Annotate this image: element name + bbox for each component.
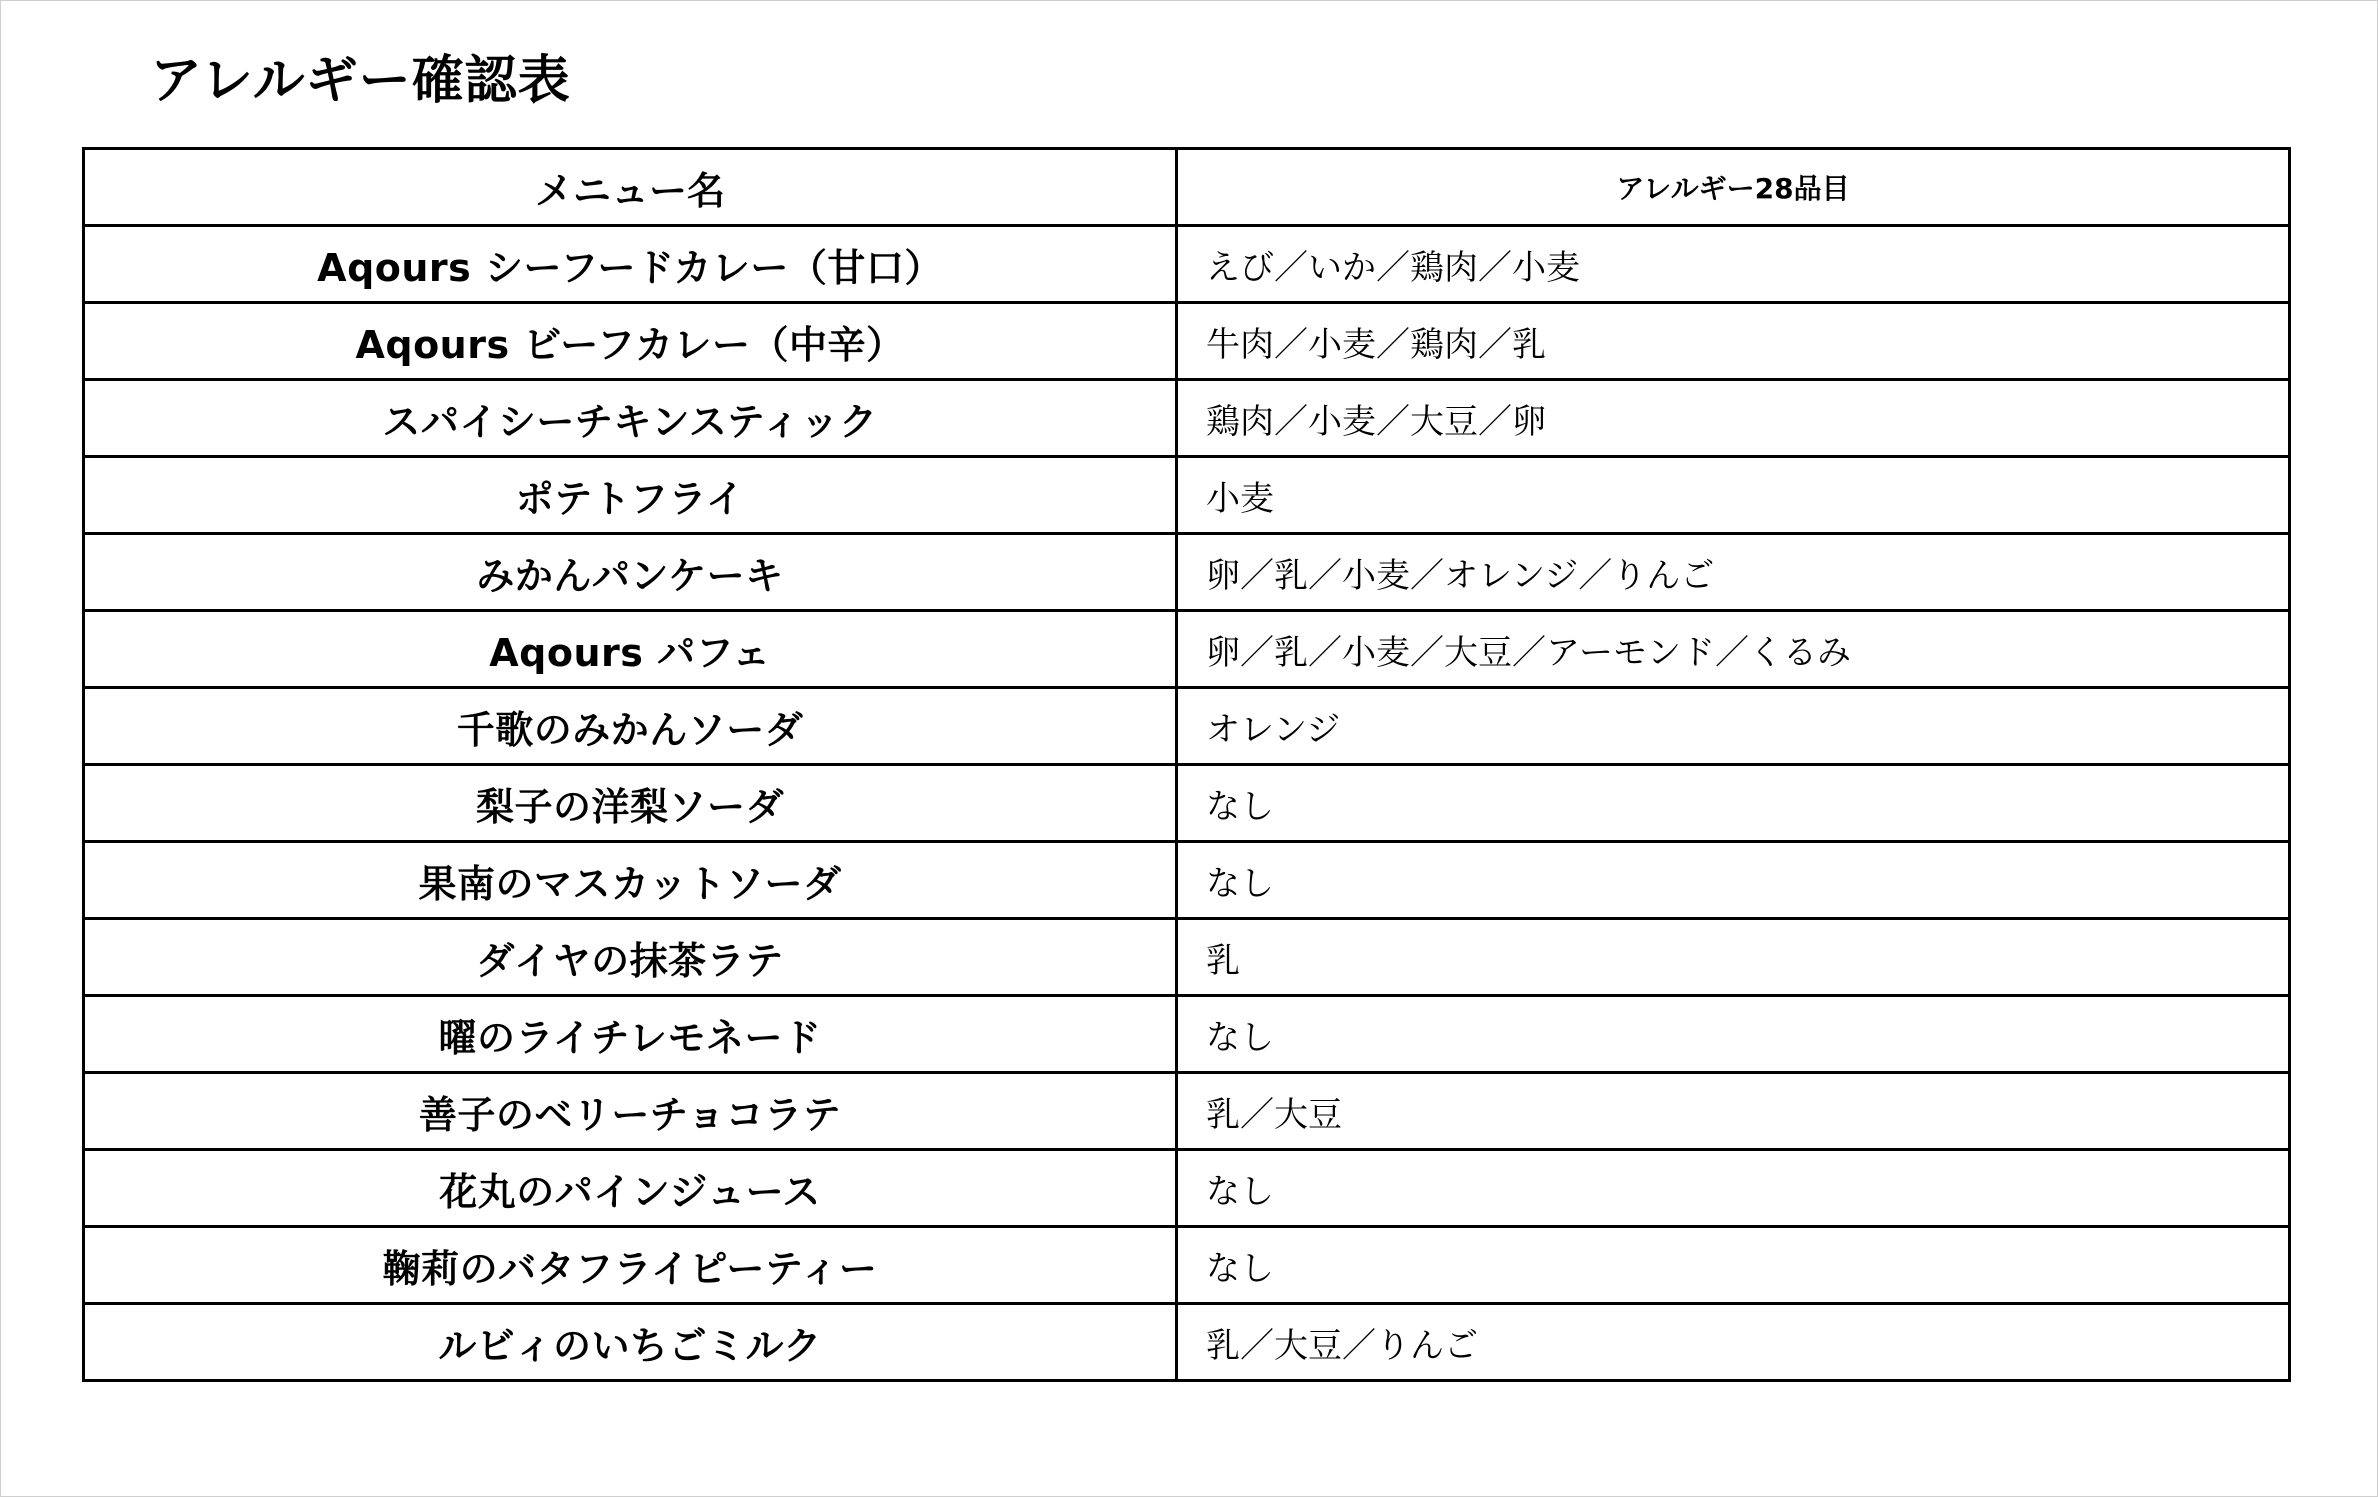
menu-name-cell: 善子のベリーチョコラテ [84,1073,1177,1150]
allergen-cell: オレンジ [1177,688,2290,765]
allergen-cell: なし [1177,842,2290,919]
table-row [84,765,2290,842]
table-row [84,919,2290,996]
menu-name-cell: 曜のライチレモネード [84,996,1177,1073]
allergen-column-header: アレルギー28品目 [1177,149,2290,226]
table-row [84,534,2290,611]
allergen-cell: 乳／大豆／りんご [1177,1304,2290,1381]
allergen-cell: 小麦 [1177,457,2290,534]
menu-name-cell: ポテトフライ [84,457,1177,534]
table-row [84,1304,2290,1381]
table-row [84,457,2290,534]
table-row [84,996,2290,1073]
page-title: アレルギー確認表 [150,51,571,111]
menu-name-cell: ルビィのいちごミルク [84,1304,1177,1381]
menu-name-cell: 千歌のみかんソーダ [84,688,1177,765]
menu-column-header: メニュー名 [84,149,1177,226]
menu-name-cell: スパイシーチキンスティック [84,380,1177,457]
menu-name-cell: 梨子の洋梨ソーダ [84,765,1177,842]
allergen-cell: 鶏肉／小麦／大豆／卵 [1177,380,2290,457]
table-row [84,842,2290,919]
table-row [84,688,2290,765]
allergen-cell: 卵／乳／小麦／オレンジ／りんご [1177,534,2290,611]
allergen-cell: えび／いか／鶏肉／小麦 [1177,226,2290,303]
menu-name-cell: Aqours ビーフカレー（中辛） [84,303,1177,380]
menu-name-cell: 鞠莉のバタフライピーティー [84,1227,1177,1304]
allergen-cell: なし [1177,1227,2290,1304]
menu-name-cell: Aqours シーフードカレー（甘口） [84,226,1177,303]
allergy-table [82,147,2291,1382]
allergen-cell: なし [1177,996,2290,1073]
allergen-cell: なし [1177,1150,2290,1227]
menu-name-cell: Aqours パフェ [84,611,1177,688]
table-row [84,380,2290,457]
allergen-cell: 乳／大豆 [1177,1073,2290,1150]
table-row [84,1073,2290,1150]
table-row [84,1150,2290,1227]
allergen-cell: 牛肉／小麦／鶏肉／乳 [1177,303,2290,380]
table-header-row [84,149,2290,226]
table-row [84,303,2290,380]
allergen-cell: 卵／乳／小麦／大豆／アーモンド／くるみ [1177,611,2290,688]
table-row [84,611,2290,688]
allergen-cell: なし [1177,765,2290,842]
menu-name-cell: みかんパンケーキ [84,534,1177,611]
table-row [84,226,2290,303]
table-row [84,1227,2290,1304]
allergen-cell: 乳 [1177,919,2290,996]
menu-name-cell: 果南のマスカットソーダ [84,842,1177,919]
menu-name-cell: 花丸のパインジュース [84,1150,1177,1227]
menu-name-cell: ダイヤの抹茶ラテ [84,919,1177,996]
